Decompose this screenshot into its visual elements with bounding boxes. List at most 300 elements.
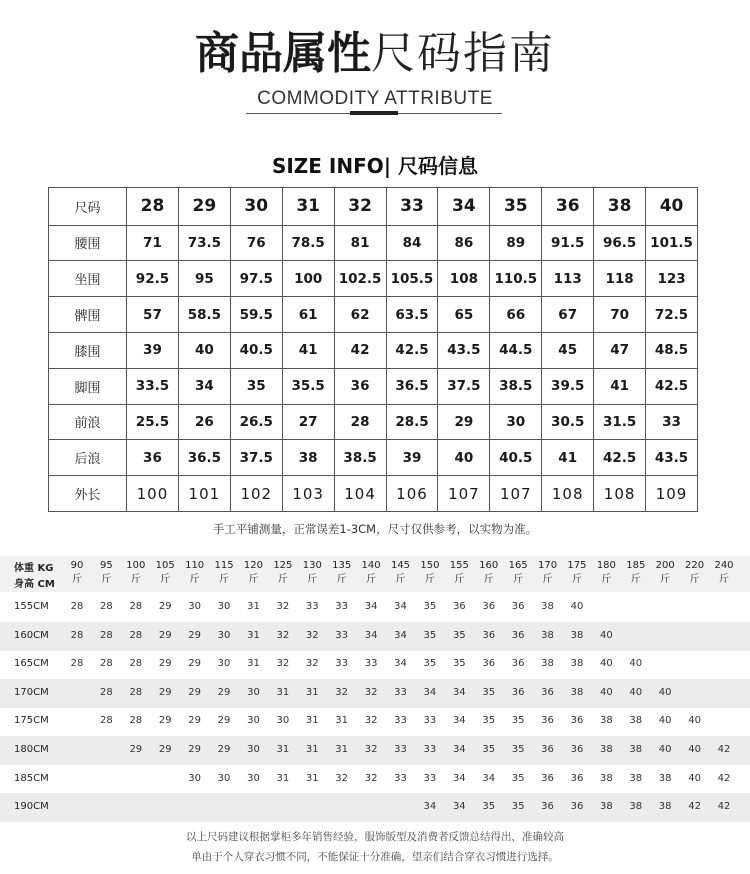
size-row-label: 前浪 [49, 404, 127, 440]
size-cell: 59.5 [230, 297, 282, 333]
recommended-size-cell: 36 [541, 801, 554, 813]
weight-header [268, 559, 298, 587]
subtitle-underline-accent [350, 111, 398, 115]
recommended-size-cell: 33 [305, 601, 319, 612]
size-cell: 123 [646, 261, 698, 297]
recommended-size-cell: 32 [364, 715, 378, 727]
size-row-label: 髀围 [49, 297, 127, 333]
recommended-size-cell: 31 [276, 686, 290, 698]
recommended-size-cell: 33 [394, 772, 407, 784]
size-cell: 97.5 [230, 261, 282, 297]
size-cell: 30 [490, 404, 542, 440]
weight-header [503, 559, 533, 587]
weight-unit: 斤 [248, 574, 259, 585]
size-row-label: 后浪 [49, 440, 127, 476]
height-label: 160CM [14, 629, 49, 641]
recommended-size-cell: 29 [188, 629, 201, 641]
recommended-size-cell: 31 [247, 658, 260, 670]
recommended-size-cell: 38 [658, 772, 672, 784]
weight-header [297, 559, 327, 587]
size-cell: 81 [334, 225, 386, 261]
recommended-size-cell: 36 [511, 629, 525, 641]
recommended-size-cell: 33 [335, 601, 349, 612]
size-header-cell: 35 [490, 188, 542, 226]
recommended-size-cell: 31 [276, 744, 290, 755]
weight-unit: 斤 [483, 574, 494, 585]
recommended-size-cell: 38 [541, 658, 554, 670]
weight-unit: 斤 [542, 574, 553, 585]
height-label: 190CM [14, 801, 49, 813]
weight-header [621, 559, 651, 587]
recommended-size-cell: 32 [335, 686, 349, 698]
size-cell: 41 [282, 332, 334, 368]
weight-header [180, 559, 210, 587]
recommended-size-cell: 40 [629, 686, 643, 698]
weight-header [209, 559, 239, 587]
recommended-size-cell: 31 [305, 744, 319, 755]
page-subtitle: COMMODITY ATTRIBUTE [257, 88, 493, 109]
size-header-cell: 40 [646, 188, 698, 226]
weight-value: 110 [185, 560, 205, 571]
recommended-size-cell: 36 [541, 715, 554, 727]
weight-value: 185 [626, 560, 646, 571]
recommended-size-cell: 40 [688, 744, 701, 755]
size-row [49, 332, 698, 368]
weight-value: 155 [449, 560, 469, 571]
size-cell: 109 [646, 476, 698, 512]
size-cell: 36 [334, 368, 386, 404]
recommended-size-cell: 34 [452, 744, 466, 755]
recommended-size-cell: 34 [394, 658, 407, 670]
weight-unit: 斤 [719, 574, 729, 585]
recommended-size-cell: 30 [247, 744, 260, 755]
weight-header [591, 559, 621, 587]
size-cell: 92.5 [127, 261, 179, 297]
weight-value: 120 [243, 560, 263, 571]
height-row [0, 593, 750, 622]
weight-value: 200 [655, 560, 675, 571]
recommended-size-cell: 28 [100, 686, 113, 698]
recommended-size-cell: 28 [70, 601, 84, 612]
recommended-size-cell: 35 [482, 715, 496, 727]
recommended-size-cell: 36 [482, 658, 496, 670]
recommended-size-cell: 31 [335, 715, 349, 727]
size-cell: 40 [438, 440, 490, 476]
size-row [49, 261, 698, 297]
weight-value: 100 [126, 560, 146, 571]
weight-unit: 斤 [689, 574, 700, 585]
recommended-size-cell: 34 [394, 629, 407, 641]
height-label: 180CM [14, 744, 49, 755]
recommended-size-cell: 34 [423, 801, 437, 813]
recommended-size-cell: 40 [658, 686, 672, 698]
size-cell: 86 [438, 225, 490, 261]
recommended-size-cell: 30 [217, 601, 231, 612]
size-cell: 39.5 [542, 368, 594, 404]
size-cell: 28.5 [386, 404, 438, 440]
weight-unit: 斤 [72, 574, 82, 585]
recommended-size-cell: 30 [276, 715, 290, 727]
size-cell: 33 [646, 404, 698, 440]
size-row [49, 225, 698, 261]
weight-unit: 斤 [424, 574, 435, 585]
recommended-size-cell: 40 [599, 629, 613, 641]
size-header-cell: 36 [542, 188, 594, 226]
recommended-size-cell: 32 [276, 601, 290, 612]
recommended-size-cell: 29 [217, 715, 231, 727]
size-header-label: 尺码 [49, 188, 127, 226]
recommended-size-cell: 36 [452, 601, 466, 612]
weight-value: 220 [685, 560, 705, 571]
weight-unit: 斤 [336, 574, 347, 585]
size-row-label: 坐围 [49, 261, 127, 297]
size-row-label: 膝围 [49, 332, 127, 368]
weight-header [327, 559, 357, 587]
size-cell: 61 [282, 297, 334, 333]
recommended-size-cell: 40 [599, 686, 613, 698]
recommended-size-cell: 31 [305, 686, 319, 698]
size-cell: 42.5 [646, 368, 698, 404]
recommended-size-cell: 29 [188, 658, 201, 670]
size-cell: 37.5 [230, 440, 282, 476]
recommended-size-cell: 42 [717, 772, 731, 784]
weight-unit: 斤 [395, 574, 406, 585]
size-cell: 73.5 [178, 225, 230, 261]
size-cell: 40.5 [230, 332, 282, 368]
size-cell: 102 [230, 476, 282, 512]
recommended-size-cell: 38 [629, 715, 643, 727]
recommended-size-cell: 29 [188, 686, 201, 698]
weight-value: 170 [537, 560, 558, 571]
size-cell: 36 [127, 440, 179, 476]
weight-value: 140 [361, 560, 381, 571]
weight-value: 165 [508, 560, 528, 571]
weight-header [444, 559, 474, 587]
weight-value: 125 [273, 560, 293, 571]
recommended-size-cell: 29 [129, 744, 143, 755]
recommended-size-cell: 34 [452, 686, 466, 698]
weight-value: 150 [420, 560, 440, 571]
recommended-size-cell: 32 [276, 658, 290, 670]
recommended-size-cell: 36 [511, 686, 525, 698]
recommended-size-cell: 35 [482, 744, 496, 755]
recommended-size-cell: 36 [570, 744, 584, 755]
title-bold: 商品属性 [195, 28, 371, 79]
recommended-size-cell: 35 [511, 772, 525, 784]
size-cell: 44.5 [490, 332, 542, 368]
size-header-cell: 38 [594, 188, 646, 226]
recommended-size-cell: 33 [423, 772, 437, 784]
recommended-size-cell: 36 [570, 715, 584, 727]
size-cell: 84 [386, 225, 438, 261]
recommended-size-cell: 38 [599, 744, 613, 755]
recommended-size-cell: 30 [247, 715, 260, 727]
weight-header [238, 559, 268, 587]
height-label: 170CM [14, 686, 49, 698]
size-cell: 42.5 [594, 440, 646, 476]
size-cell: 42 [334, 332, 386, 368]
size-cell: 26.5 [230, 404, 282, 440]
recommended-size-cell: 28 [100, 658, 113, 670]
recommended-size-cell: 40 [658, 715, 672, 727]
recommended-size-cell: 36 [570, 772, 584, 784]
size-cell: 35.5 [282, 368, 334, 404]
recommended-size-cell: 29 [158, 715, 172, 727]
recommended-size-cell: 35 [452, 629, 466, 641]
weight-value: 105 [155, 560, 175, 571]
size-info-heading: SIZE INFO| 尺码信息 [271, 154, 479, 178]
recommended-size-cell: 38 [599, 801, 613, 813]
recommended-size-cell: 28 [100, 715, 113, 727]
height-row [0, 622, 750, 651]
size-cell: 71 [127, 225, 179, 261]
recommended-size-cell: 31 [305, 715, 319, 727]
recommended-size-cell: 36 [541, 744, 554, 755]
size-cell: 41 [594, 368, 646, 404]
size-cell: 106 [386, 476, 438, 512]
weight-unit: 斤 [307, 574, 318, 585]
recommended-size-cell: 33 [335, 629, 349, 641]
recommended-size-cell: 32 [276, 629, 290, 641]
size-cell: 91.5 [542, 225, 594, 261]
size-cell: 39 [386, 440, 438, 476]
size-row-label: 腰围 [49, 225, 127, 261]
recommended-size-cell: 31 [276, 772, 290, 784]
size-cell: 107 [438, 476, 490, 512]
recommended-size-cell: 38 [570, 686, 584, 698]
recommended-size-cell: 31 [305, 772, 319, 784]
recommended-size-cell: 29 [158, 658, 172, 670]
recommended-size-cell: 30 [217, 629, 231, 641]
recommended-size-cell: 36 [541, 772, 554, 784]
size-cell: 36.5 [178, 440, 230, 476]
recommended-size-cell: 33 [364, 658, 378, 670]
weight-header [680, 559, 710, 587]
recommended-size-cell: 28 [129, 629, 143, 641]
size-cell: 40 [178, 332, 230, 368]
size-cell: 66 [490, 297, 542, 333]
size-cell: 35 [230, 368, 282, 404]
recommended-size-cell: 29 [217, 686, 231, 698]
recommended-size-cell: 28 [129, 686, 143, 698]
recommended-size-cell: 28 [129, 601, 143, 612]
size-cell: 42.5 [386, 332, 438, 368]
recommended-size-cell: 29 [158, 601, 172, 612]
recommended-size-cell: 34 [423, 686, 437, 698]
weight-unit: 斤 [160, 574, 171, 585]
size-cell: 28 [334, 404, 386, 440]
height-row [0, 793, 750, 822]
size-row [49, 368, 698, 404]
recommended-size-cell: 29 [188, 715, 201, 727]
height-row [0, 650, 750, 679]
size-cell: 118 [594, 261, 646, 297]
weight-unit: 斤 [219, 574, 230, 585]
size-cell: 105.5 [386, 261, 438, 297]
weight-unit: 斤 [601, 574, 612, 585]
recommended-size-cell: 38 [599, 715, 613, 727]
recommended-size-cell: 38 [570, 658, 584, 670]
weight-value: 180 [596, 560, 616, 571]
recommended-size-cell: 31 [247, 601, 260, 612]
weight-value: 115 [214, 560, 234, 571]
size-cell: 29 [438, 404, 490, 440]
weight-header [415, 559, 445, 587]
size-header-cell: 32 [334, 188, 386, 226]
weight-value: 145 [390, 560, 411, 571]
size-cell: 101 [178, 476, 230, 512]
size-cell: 34 [178, 368, 230, 404]
size-cell: 45 [542, 332, 594, 368]
size-cell: 100 [127, 476, 179, 512]
weight-value: 160 [479, 560, 499, 571]
size-cell: 96.5 [594, 225, 646, 261]
weight-header [121, 559, 151, 587]
recommended-size-cell: 32 [364, 686, 378, 698]
recommended-size-cell: 34 [452, 772, 466, 784]
recommended-size-cell: 29 [158, 686, 172, 698]
recommended-size-cell: 34 [394, 601, 407, 612]
recommended-size-cell: 28 [129, 658, 143, 670]
recommended-size-cell: 36 [511, 601, 525, 612]
recommended-size-cell: 31 [335, 744, 349, 755]
recommended-size-cell: 40 [688, 772, 701, 784]
size-cell: 78.5 [282, 225, 334, 261]
size-cell: 108 [542, 476, 594, 512]
weight-value: 175 [567, 560, 587, 571]
recommended-size-cell: 38 [541, 601, 554, 612]
recommended-size-cell: 33 [394, 715, 407, 727]
recommended-size-cell: 30 [247, 686, 260, 698]
size-cell: 38 [282, 440, 334, 476]
recommended-size-cell: 35 [423, 629, 437, 641]
size-cell: 104 [334, 476, 386, 512]
height-axis-label: 身高 CM [14, 579, 55, 590]
size-cell: 101.5 [646, 225, 698, 261]
title-light: 尺码指南 [371, 28, 555, 79]
recommended-size-cell: 38 [629, 801, 643, 813]
recommended-size-cell: 32 [305, 658, 319, 670]
size-cell: 47 [594, 332, 646, 368]
size-row [49, 404, 698, 440]
recommended-size-cell: 40 [599, 658, 613, 670]
size-cell: 67 [542, 297, 594, 333]
size-table [48, 187, 698, 512]
size-cell: 37.5 [438, 368, 490, 404]
weight-header [650, 559, 680, 587]
size-header-cell: 28 [127, 188, 179, 226]
size-cell: 89 [490, 225, 542, 261]
size-cell: 108 [438, 261, 490, 297]
weight-unit: 斤 [101, 574, 112, 585]
recommended-size-cell: 40 [658, 744, 672, 755]
size-cell: 100 [282, 261, 334, 297]
size-header-cell: 34 [438, 188, 490, 226]
weight-value: 95 [100, 560, 113, 571]
measurement-note: 手工平铺测量，正常误差1-3CM，尺寸仅供参考，以实物为准。 [212, 522, 538, 536]
weight-unit: 斤 [189, 574, 200, 585]
height-row [0, 707, 750, 736]
recommended-size-cell: 33 [423, 744, 437, 755]
recommendation-chart [0, 556, 750, 822]
recommended-size-cell: 33 [394, 744, 407, 755]
size-row [49, 297, 698, 333]
size-cell: 62 [334, 297, 386, 333]
size-cell: 33.5 [127, 368, 179, 404]
weight-header [533, 559, 563, 587]
recommended-size-cell: 38 [658, 801, 672, 813]
weight-unit: 斤 [277, 574, 288, 585]
recommended-size-cell: 38 [599, 772, 613, 784]
weight-header [150, 559, 180, 587]
size-cell: 70 [594, 297, 646, 333]
recommended-size-cell: 29 [158, 629, 172, 641]
size-header-cell: 29 [178, 188, 230, 226]
height-row [0, 736, 750, 765]
size-cell: 58.5 [178, 297, 230, 333]
recommended-size-cell: 28 [70, 658, 84, 670]
size-cell: 31.5 [594, 404, 646, 440]
recommended-size-cell: 28 [129, 715, 143, 727]
chart-header [0, 556, 750, 592]
recommended-size-cell: 32 [305, 629, 319, 641]
weight-unit: 斤 [571, 574, 582, 585]
height-label: 165CM [14, 658, 49, 670]
size-cell: 26 [178, 404, 230, 440]
height-label: 155CM [14, 601, 49, 612]
recommended-size-cell: 38 [570, 629, 584, 641]
weight-value: 240 [714, 560, 734, 571]
size-cell: 27 [282, 404, 334, 440]
size-row-label: 脚围 [49, 368, 127, 404]
recommended-size-cell: 36 [482, 601, 496, 612]
size-cell: 72.5 [646, 297, 698, 333]
recommended-size-cell: 40 [688, 715, 701, 727]
size-cell: 113 [542, 261, 594, 297]
weight-header [709, 559, 739, 587]
recommended-size-cell: 38 [541, 629, 554, 641]
size-cell: 102.5 [334, 261, 386, 297]
recommended-size-cell: 34 [364, 629, 378, 641]
weight-header [356, 559, 386, 587]
recommended-size-cell: 29 [158, 744, 172, 755]
page-title [0, 26, 750, 82]
recommended-size-cell: 36 [511, 658, 525, 670]
recommended-size-cell: 30 [247, 772, 260, 784]
weight-value: 90 [70, 560, 84, 571]
recommended-size-cell: 34 [452, 715, 466, 727]
recommended-size-cell: 34 [364, 601, 378, 612]
weight-header [386, 559, 416, 587]
size-cell: 108 [594, 476, 646, 512]
size-cell: 48.5 [646, 332, 698, 368]
size-cell: 103 [282, 476, 334, 512]
weight-header [474, 559, 504, 587]
recommended-size-cell: 30 [217, 772, 231, 784]
size-cell: 38.5 [490, 368, 542, 404]
size-header-row [49, 188, 698, 226]
recommended-size-cell: 34 [452, 801, 466, 813]
footer-note-2: 单由于个人穿衣习惯不同，不能保证十分准确，望亲们结合穿衣习惯进行选择。 [191, 851, 559, 863]
recommended-size-cell: 35 [423, 658, 437, 670]
recommended-size-cell: 35 [423, 601, 437, 612]
recommended-size-cell: 42 [717, 801, 731, 813]
recommended-size-cell: 36 [570, 801, 584, 813]
size-cell: 76 [230, 225, 282, 261]
recommended-size-cell: 35 [482, 686, 496, 698]
recommended-size-cell: 29 [217, 744, 231, 755]
recommended-size-cell: 32 [335, 772, 349, 784]
